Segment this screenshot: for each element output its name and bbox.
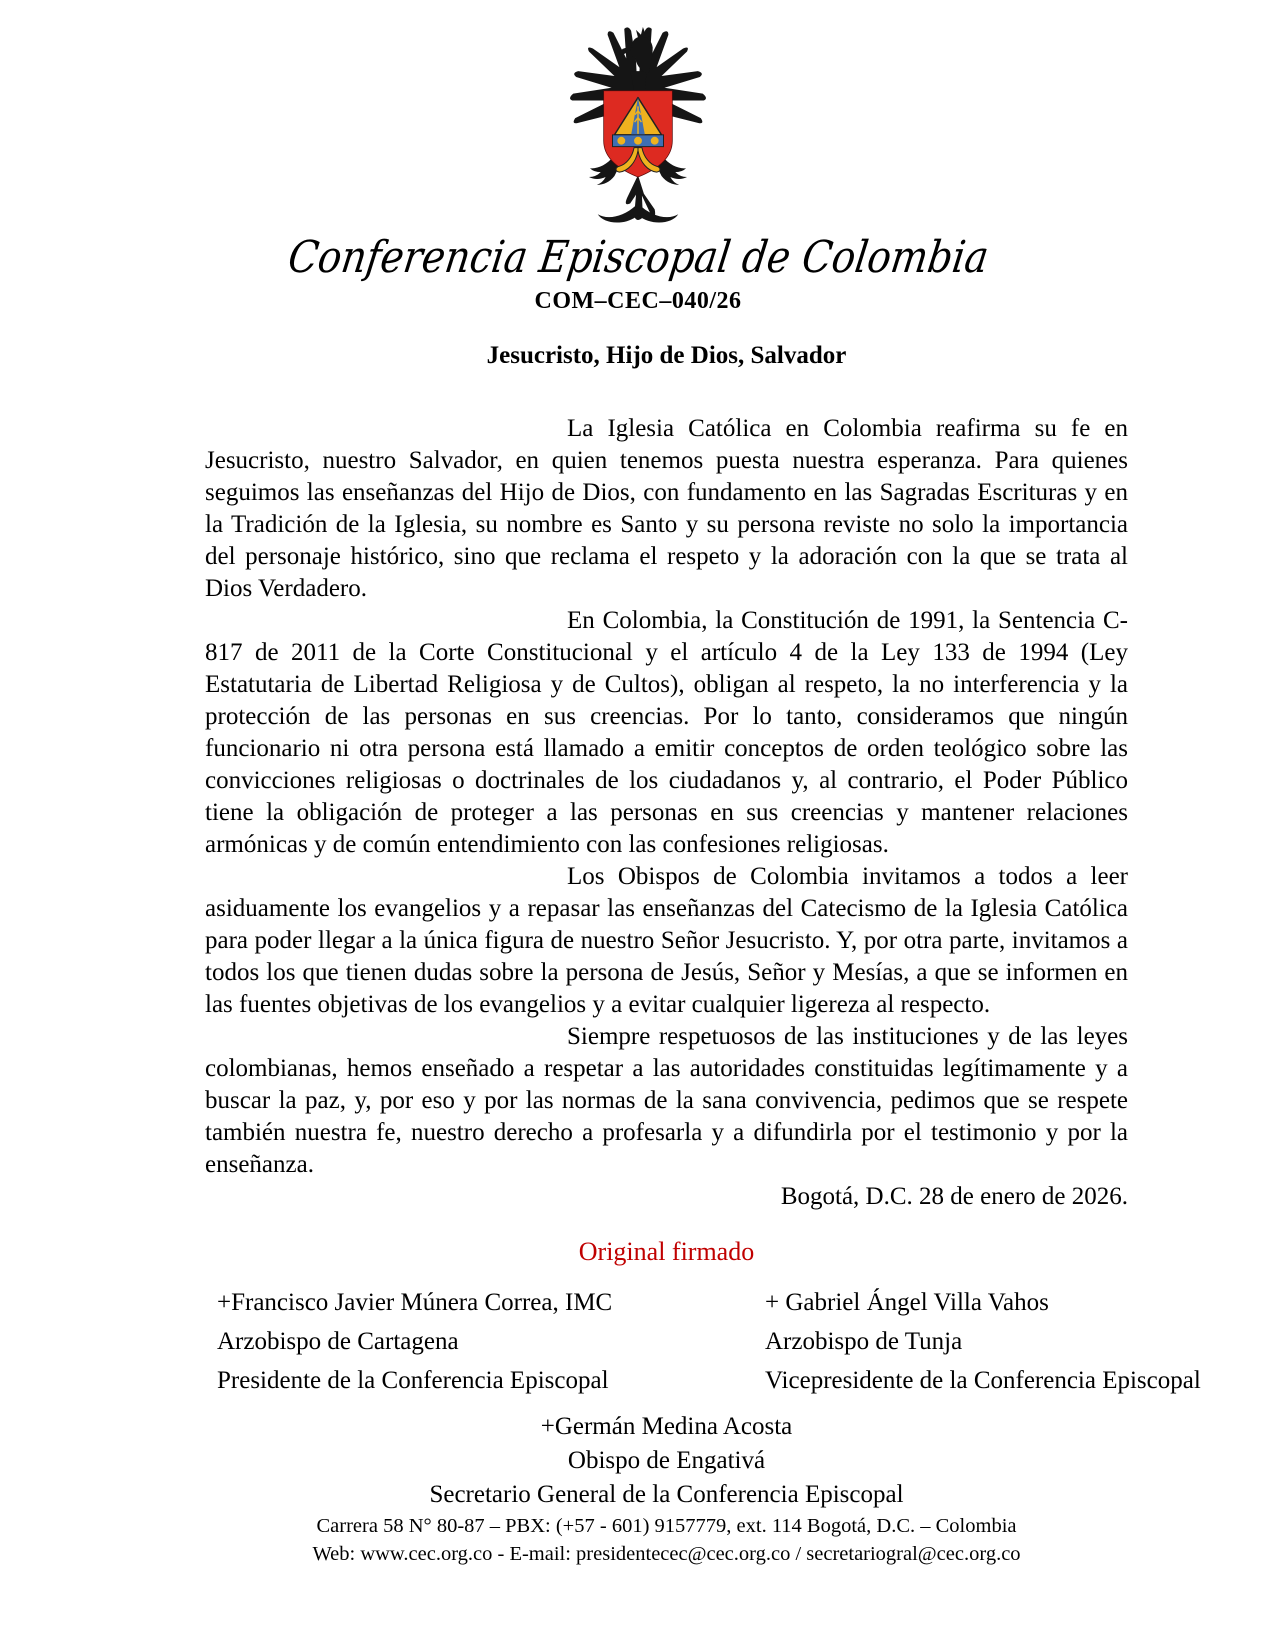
organization-script-title: Conferencia Episcopal de Colombia	[284, 232, 992, 283]
signatory-name: +Germán Medina Acosta	[540, 1413, 793, 1440]
signatories-row	[205, 1283, 1201, 1400]
signatory-title: Arzobispo de Tunja	[765, 1328, 963, 1355]
signatory-name: +Francisco Javier Múnera Correa, IMC	[217, 1289, 613, 1316]
letter-paragraphs	[205, 413, 1128, 1213]
original-signed-label: Original firmado	[578, 1237, 755, 1266]
document-reference-code: COM–CEC–040/26	[534, 288, 742, 314]
dateline: Bogotá, D.C. 28 de enero de 2026.	[780, 1183, 1128, 1210]
signatory-title: Vicepresidente de la Conferencia Episcopal	[765, 1367, 1201, 1394]
paragraph-2: En Colombia, la Constitución de 1991, la Sentencia C-817 de 2011 de la Corte Constitucional y el artículo 4 de la Ley 133 de 1994 (Ley Estatutaria de Libertad Religiosa y de Cultos), obligan al respeto, la no interferencia y la protección de las personas en sus creencias. Por lo tanto, consideramos que ningún funcionario ni otra persona está llamado a emitir conceptos de orden teológico sobre las convicciones religiosas o doctrinales de los ciudadanos y, al contrario, el Poder Público tiene la obligación de proteger a las personas en sus creencias y mantener relaciones armónicas y de común entendimiento con las confesiones religiosas.	[205, 607, 1128, 858]
signatory-title: Obispo de Engativá	[567, 1447, 766, 1474]
episcopal-crest-eagle-icon	[563, 24, 713, 230]
paragraph-4: Siempre respetuosos de las instituciones y de las leyes colombianas, hemos enseñado a respetar a las autoridades constituidas legítimamente y a buscar la paz, y, por eso y por las normas de la sana convivencia, pedimos que se respete también nuestra fe, nuestro derecho a profesarla y a difundirla por el testimonio y por la enseñanza.	[205, 1023, 1128, 1178]
letter-body	[205, 341, 1201, 1568]
letterhead	[0, 0, 1276, 315]
letter-title: Jesucristo, Hijo de Dios, Salvador	[486, 342, 847, 369]
signatory-name: + Gabriel Ángel Villa Vahos	[765, 1289, 1049, 1316]
signatory-title: Secretario General de la Conferencia Episcopal	[429, 1481, 904, 1508]
signatory-secretary-general	[205, 1410, 1128, 1512]
footer-address-line: Carrera 58 N° 80-87 – PBX: (+57 - 601) 9157779, ext. 114 Bogotá, D.C. – Colombia	[316, 1515, 1017, 1537]
signatory-title: Presidente de la Conferencia Episcopal	[217, 1367, 609, 1394]
signatory-vicepresident	[765, 1283, 1201, 1400]
footer	[205, 1512, 1128, 1568]
signatory-president	[217, 1283, 765, 1400]
paragraph-3: Los Obispos de Colombia invitamos a todos a leer asiduamente los evangelios y a repasar las enseñanzas del Catecismo de la Iglesia Católica para poder llegar a la única figura de nuestro Señor Jesucristo. Y, por otra parte, invitamos a todos los que tienen dudas sobre la persona de Jesús, Señor y Mesías, a que se informen en las fuentes objetivas de los evangelios y a evitar cualquier ligereza al respecto.	[205, 863, 1128, 1018]
signatory-title: Arzobispo de Cartagena	[217, 1328, 459, 1355]
paragraph-1: La Iglesia Católica en Colombia reafirma su fe en Jesucristo, nuestro Salvador, en quien tenemos puesta nuestra esperanza. Para quienes seguimos las enseñanzas del Hijo de Dios, con fundamento en las Sagradas Escrituras y en la Tradición de la Iglesia, su nombre es Santo y su persona reviste no solo la importancia del personaje histórico, sino que reclama el respeto y la adoración con la que se trata al Dios Verdadero.	[205, 415, 1128, 602]
footer-contact-line: Web: www.cec.org.co - E-mail: presidentecec@cec.org.co / secretariogral@cec.org.co	[312, 1543, 1021, 1565]
